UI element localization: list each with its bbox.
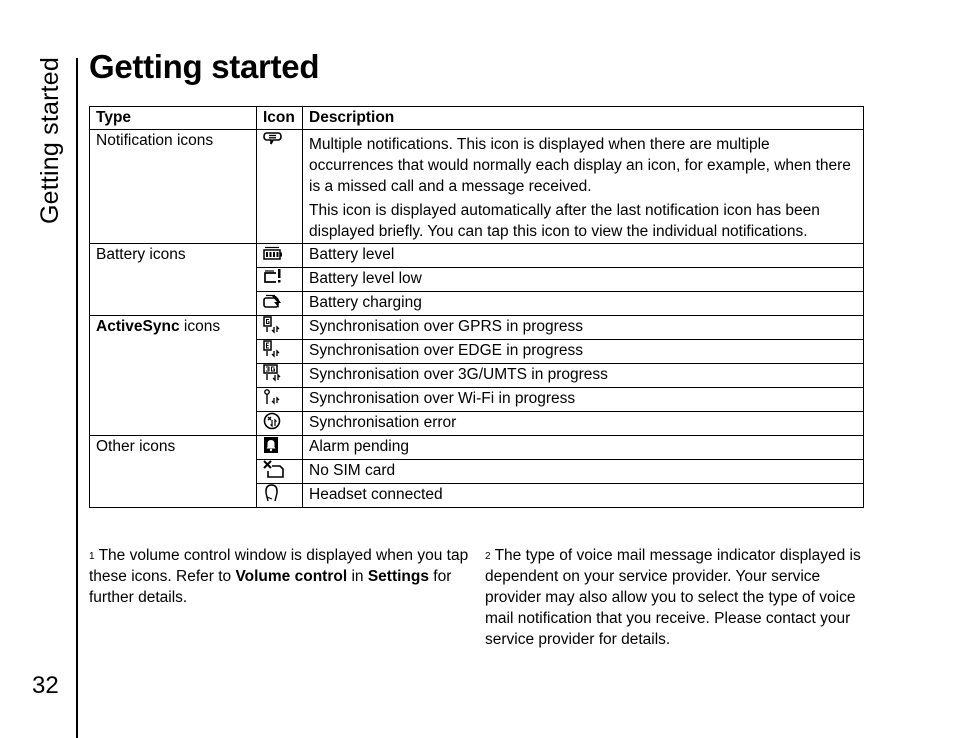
icon-cell bbox=[257, 316, 303, 340]
sync-edge-icon bbox=[263, 340, 283, 358]
no-sim-icon bbox=[263, 460, 285, 478]
status-icons-table bbox=[89, 106, 864, 508]
sync-wifi-icon bbox=[263, 388, 283, 406]
header-description: Description bbox=[303, 107, 864, 130]
description-cell bbox=[303, 130, 864, 244]
icon-cell bbox=[257, 340, 303, 364]
icon-cell bbox=[257, 412, 303, 436]
headset-icon bbox=[263, 484, 283, 502]
header-icon: Icon bbox=[257, 107, 303, 130]
multiple-notifications-icon bbox=[263, 130, 283, 148]
table-row bbox=[90, 244, 864, 268]
table-row bbox=[90, 436, 864, 460]
notification-desc-p2: This icon is displayed automatically after the last notification icon has been displayed briefly. You can tap this icon to view the individual notifications. bbox=[309, 202, 820, 240]
type-cell-notification: Notification icons bbox=[90, 130, 257, 244]
icon-cell bbox=[257, 364, 303, 388]
footnote-text: in bbox=[347, 568, 368, 585]
side-section-label bbox=[27, 55, 73, 225]
description-cell: No SIM card bbox=[303, 460, 864, 484]
icon-cell bbox=[257, 484, 303, 508]
page-number: 32 bbox=[32, 672, 59, 699]
activesync-bold: ActiveSync bbox=[96, 318, 180, 335]
description-cell: Headset connected bbox=[303, 484, 864, 508]
icon-cell bbox=[257, 244, 303, 268]
battery-charging-icon bbox=[263, 292, 283, 310]
icon-cell bbox=[257, 460, 303, 484]
type-cell-activesync bbox=[90, 316, 257, 436]
footnote-text: The volume control window is displayed when you tap these icons. Refer to bbox=[89, 547, 469, 585]
footnote-1 bbox=[89, 545, 474, 608]
type-cell-battery: Battery icons bbox=[90, 244, 257, 316]
description-cell: Battery level low bbox=[303, 268, 864, 292]
description-cell: Synchronisation over EDGE in progress bbox=[303, 340, 864, 364]
footnote-marker: 1 bbox=[89, 551, 95, 562]
table-row bbox=[90, 130, 864, 244]
battery-low-icon bbox=[263, 268, 283, 286]
icon-cell bbox=[257, 292, 303, 316]
volume-control-reference: Volume control bbox=[235, 568, 348, 585]
icon-cell bbox=[257, 130, 303, 244]
footnote-marker: 2 bbox=[485, 551, 491, 562]
description-cell: Battery charging bbox=[303, 292, 864, 316]
description-cell: Battery level bbox=[303, 244, 864, 268]
sync-error-icon bbox=[263, 412, 283, 430]
page-title: Getting started bbox=[89, 48, 320, 85]
table-header-row bbox=[90, 107, 864, 130]
description-cell: Synchronisation over 3G/UMTS in progress bbox=[303, 364, 864, 388]
description-cell: Synchronisation error bbox=[303, 412, 864, 436]
activesync-rest: icons bbox=[179, 318, 221, 335]
footnote-text: The type of voice mail message indicator displayed is dependent on your service provider. Your service provider may also allow you to select the type of voice mail notification that you receive. Please contact your service provider for details. bbox=[485, 547, 861, 648]
description-cell: Synchronisation over GPRS in progress bbox=[303, 316, 864, 340]
battery-level-icon bbox=[263, 244, 283, 262]
icon-cell bbox=[257, 388, 303, 412]
notification-desc-p1: Multiple notifications. This icon is displayed when there are multiple occurrences that would normally each display an icon, for example, when there is a missed call and a message received. bbox=[309, 136, 851, 195]
description-cell: Alarm pending bbox=[303, 436, 864, 460]
settings-reference: Settings bbox=[367, 568, 429, 585]
type-cell-other: Other icons bbox=[90, 436, 257, 508]
side-section-text: Getting started bbox=[35, 56, 64, 224]
icon-cell bbox=[257, 268, 303, 292]
alarm-pending-icon bbox=[263, 436, 283, 454]
side-rule bbox=[76, 58, 78, 738]
sync-3g-icon bbox=[263, 364, 283, 382]
table-row bbox=[90, 316, 864, 340]
icon-cell bbox=[257, 436, 303, 460]
footnote-2 bbox=[485, 545, 870, 650]
footnote-text: for further details. bbox=[89, 568, 452, 606]
header-type: Type bbox=[90, 107, 257, 130]
description-cell: Synchronisation over Wi-Fi in progress bbox=[303, 388, 864, 412]
sync-gprs-icon bbox=[263, 316, 283, 334]
